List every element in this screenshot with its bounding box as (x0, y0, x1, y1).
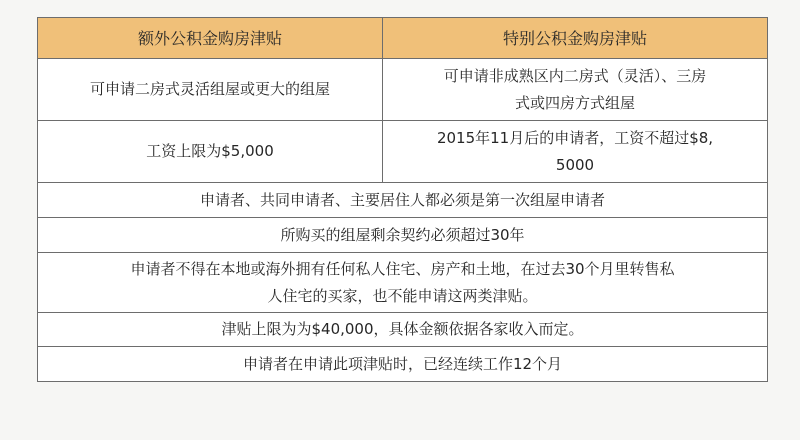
cell-text-line: 申请者不得在本地或海外拥有任何私人住宅、房产和土地，在过去30个月里转售私 (130, 259, 675, 278)
cell-income-ceiling-extra: 工资上限为$5,000 (38, 121, 383, 183)
table-row (38, 313, 768, 347)
header-special-grant: 特别公积金购房津贴 (383, 18, 768, 59)
cell-employment-requirement: 申请者在申请此项津贴时，已经连续工作12个月 (38, 347, 768, 382)
cell-text-line: 式或四房方式组屋 (514, 93, 635, 112)
table-row (38, 218, 768, 253)
table-row (38, 347, 768, 382)
cell-lease-requirement: 所购买的组屋剩余契约必须超过30年 (38, 218, 768, 253)
cell-first-timer-requirement: 申请者、共同申请者、主要居住人都必须是第一次组屋申请者 (38, 183, 768, 218)
housing-grant-comparison-table (37, 17, 768, 382)
cell-flat-type-extra: 可申请二房式灵活组屋或更大的组屋 (38, 59, 383, 121)
table-row (38, 121, 768, 183)
cell-income-ceiling-special (383, 121, 768, 183)
cell-grant-cap: 津贴上限为为$40,000，具体金额依据各家收入而定。 (38, 313, 768, 347)
cell-text-line: 人住宅的买家，也不能申请这两类津贴。 (267, 286, 538, 305)
header-extra-grant: 额外公积金购房津贴 (38, 18, 383, 59)
cell-text-line: 5000 (555, 155, 595, 174)
cell-text-line: 可申请非成熟区内二房式（灵活）、三房 (443, 66, 707, 85)
cell-flat-type-special (383, 59, 768, 121)
table-row (38, 253, 768, 313)
cell-property-ownership-rule (38, 253, 768, 313)
table-row (38, 183, 768, 218)
table-header-row (38, 18, 768, 59)
cell-text-line: 2015年11月后的申请者，工资不超过$8, (436, 128, 714, 147)
table-row (38, 59, 768, 121)
